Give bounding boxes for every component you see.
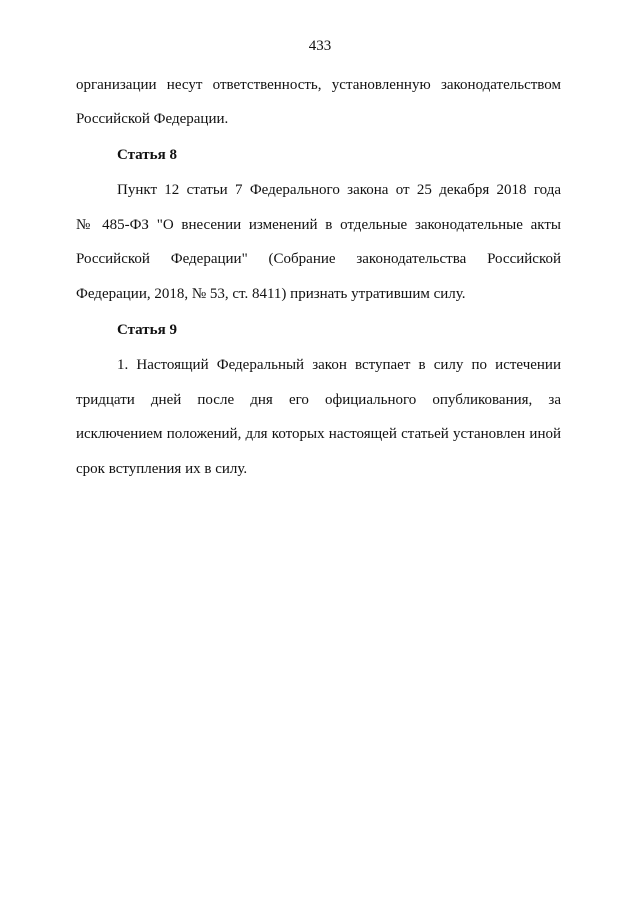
page-number: 433 <box>308 38 332 54</box>
article-9-heading: Статья 9 <box>117 322 177 338</box>
article-8-line: Российской Федерации" (Собрание законодательства Российской <box>76 251 561 267</box>
article-9-line: тридцати дней после дня его официального опубликования, за <box>76 392 561 408</box>
article-9-line: 1. Настоящий Федеральный закон вступает в силу по истечении <box>117 357 561 373</box>
article-8-line: Пункт 12 статьи 7 Федерального закона от 25 декабря 2018 года <box>117 182 561 198</box>
paragraph-line: организации несут ответственность, установленную законодательством <box>76 77 561 93</box>
article-9-line: срок вступления их в силу. <box>76 461 248 477</box>
article-8-line: № 485-ФЗ "О внесении изменений в отдельные законодательные акты <box>76 217 561 233</box>
paragraph-line: Российской Федерации. <box>76 111 229 127</box>
article-8-line: Федерации, 2018, № 53, ст. 8411) признать утратившим силу. <box>76 286 466 302</box>
article-9-line: исключением положений, для которых настоящей статьей установлен иной <box>76 426 561 442</box>
article-8-heading: Статья 8 <box>117 147 177 163</box>
